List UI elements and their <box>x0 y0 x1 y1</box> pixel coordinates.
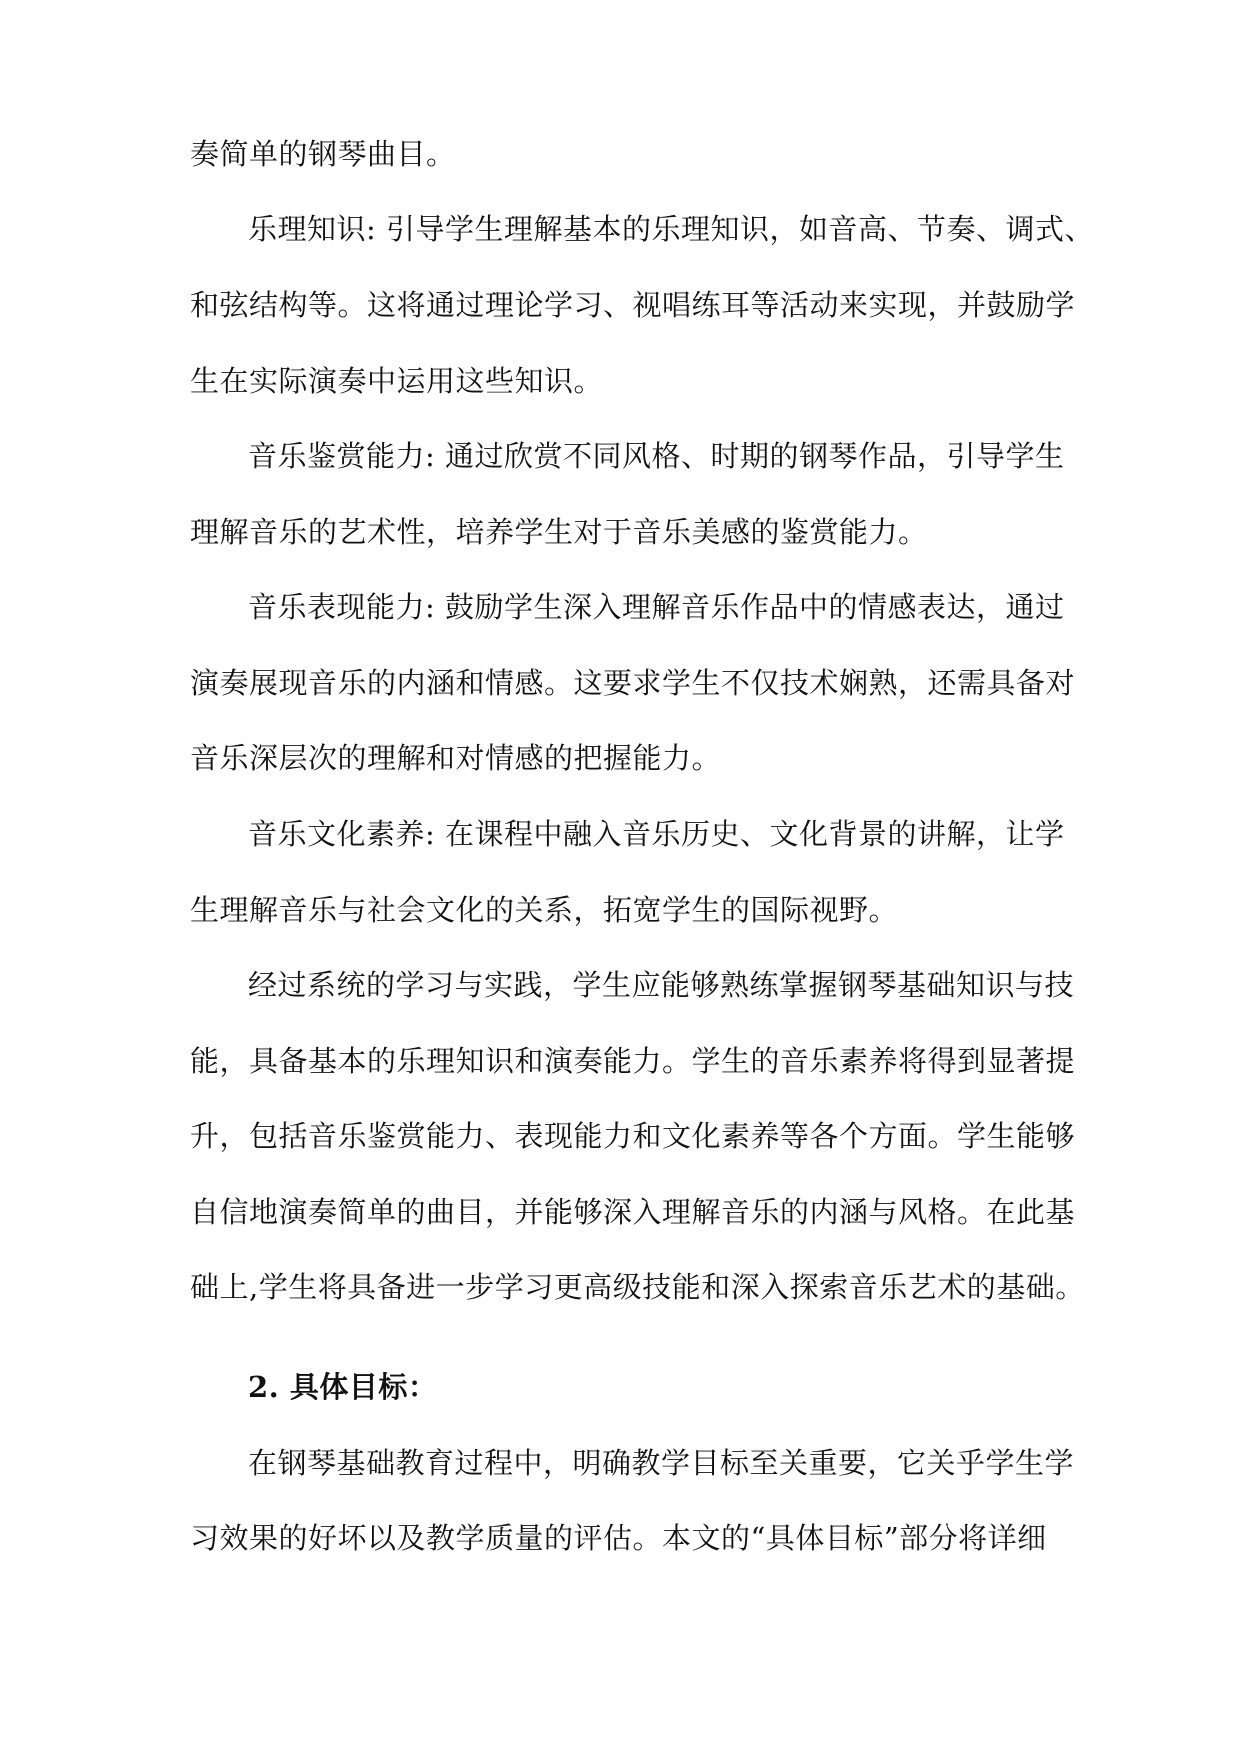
paragraph-music-expression: 音乐表现能力: 鼓励学生深入理解音乐作品中的情感表达，通过 <box>248 590 1065 624</box>
text-line: 础上,学生将具备进一步学习更高级技能和深入探索音乐艺术的基础。 <box>190 1270 1085 1304</box>
text-line: 生在实际演奏中运用这些知识。 <box>190 364 604 398</box>
text-line: 生理解音乐与社会文化的关系，拓宽学生的国际视野。 <box>190 893 899 927</box>
text-line: 自信地演奏简单的曲目，并能够深入理解音乐的内涵与风格。在此基 <box>190 1195 1076 1229</box>
text-line: 习效果的好坏以及教学质量的评估。本文的“具体目标”部分将详细 <box>190 1521 1047 1555</box>
text-line: 升，包括音乐鉴赏能力、表现能力和文化素养等各个方面。学生能够 <box>190 1119 1076 1153</box>
text-line: 理解音乐的艺术性，培养学生对于音乐美感的鉴赏能力。 <box>190 515 928 549</box>
paragraph-music-appreciation: 音乐鉴赏能力: 通过欣赏不同风格、时期的钢琴作品，引导学生 <box>248 439 1065 473</box>
text-line: 音乐深层次的理解和对情感的把握能力。 <box>190 741 722 775</box>
text-line: 能，具备基本的乐理知识和演奏能力。学生的音乐素养将得到显著提 <box>190 1044 1076 1078</box>
text-line: 和弦结构等。这将通过理论学习、视唱练耳等活动来实现，并鼓励学 <box>190 288 1076 322</box>
paragraph-specific-goals: 在钢琴基础教育过程中，明确教学目标至关重要，它关乎学生学 <box>248 1446 1075 1480</box>
text-line: 奏简单的钢琴曲目。 <box>190 137 456 171</box>
paragraph-music-culture: 音乐文化素养: 在课程中融入音乐历史、文化背景的讲解，让学 <box>248 817 1065 851</box>
paragraph-summary: 经过系统的学习与实践，学生应能够熟练掌握钢琴基础知识与技 <box>248 968 1075 1002</box>
paragraph-music-theory: 乐理知识: 引导学生理解基本的乐理知识，如音高、节奏、调式、 <box>248 212 1094 246</box>
section-heading: 2. 具体目标： <box>248 1370 438 1404</box>
text-line: 演奏展现音乐的内涵和情感。这要求学生不仅技术娴熟，还需具备对 <box>190 666 1076 700</box>
